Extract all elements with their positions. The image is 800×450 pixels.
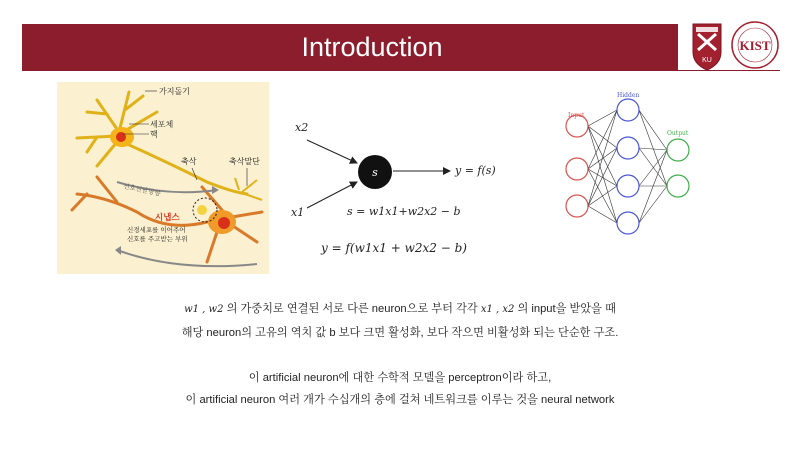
weights-symbols: w1 , w2 <box>184 304 224 315</box>
output-layer-label: Output <box>667 130 689 137</box>
hidden-node <box>617 137 639 159</box>
hidden-node <box>617 99 639 121</box>
label-cell-body: 세포체 <box>150 120 174 129</box>
label-axon: 축삭 <box>181 157 197 166</box>
ku-logo <box>690 20 724 72</box>
output-label: y = f(s) <box>455 164 496 177</box>
inputs-symbols: x1 , x2 <box>480 304 515 315</box>
label-axon-terminal: 축삭말단 <box>229 157 260 166</box>
input-node <box>566 195 588 217</box>
nucleus <box>116 132 126 142</box>
title-underline <box>22 70 780 71</box>
sum-equation: s = w1x1+w2x2 − b <box>347 205 461 218</box>
paragraph-line-4: 이 artificial neuron 여러 개가 수십개의 층에 걸쳐 네트워크를 이루는 것을 neural network <box>185 394 615 406</box>
kist-logo <box>730 20 780 70</box>
label-nucleus: 핵 <box>150 130 158 139</box>
input-layer-label: Input <box>568 112 585 119</box>
svg-text:KIST: KIST <box>739 38 771 53</box>
input-node <box>566 158 588 180</box>
biological-neuron-figure <box>57 82 269 274</box>
network-edge <box>639 110 667 150</box>
paragraph-line-1: w1 , w2 의 가중치로 연결된 서로 다른 neuron으로 부터 각각 x1 , x2 의 input을 받았을 때 <box>184 303 616 315</box>
network-edge <box>639 150 667 223</box>
paragraph-line-2: 해당 neuron의 고유의 역치 값 b 보다 크면 활성화, 보다 작으면 비활성화 되는 단순한 구조. <box>181 327 619 339</box>
neural-network-diagram <box>555 88 705 238</box>
label-synapse: 시냅스 <box>155 213 180 223</box>
page-title: Introduction <box>301 32 443 62</box>
hidden-node <box>617 175 639 197</box>
artificial-neuron-diagram <box>285 110 520 260</box>
activation-formula: y = f(w1x1 + w2x2 − b) <box>321 241 467 255</box>
network-edge <box>639 186 667 223</box>
input-x1: x1 <box>291 206 305 219</box>
output-node <box>667 139 689 161</box>
node-label: s <box>372 166 378 179</box>
network-edge <box>588 126 617 148</box>
label-synapse-desc-1: 신경세포를 이어주어 <box>127 226 186 234</box>
label-dendrite: 가지돌기 <box>159 87 190 96</box>
label-synapse-desc-2: 신호를 주고받는 부위 <box>127 235 188 243</box>
network-edge <box>588 110 617 169</box>
output-node <box>667 175 689 197</box>
hidden-node <box>617 212 639 234</box>
paragraph-line-3: 이 artificial neuron에 대한 수학적 모델을 perceptron이라 하고, <box>248 372 552 384</box>
hidden-layer-label: Hidden <box>617 92 640 99</box>
network-edge <box>588 186 617 206</box>
network-edge <box>588 110 617 206</box>
label-signal-direction: 신호전달방향 <box>122 182 162 198</box>
input-x2: x2 <box>295 121 309 134</box>
svg-text:KU: KU <box>702 57 712 64</box>
